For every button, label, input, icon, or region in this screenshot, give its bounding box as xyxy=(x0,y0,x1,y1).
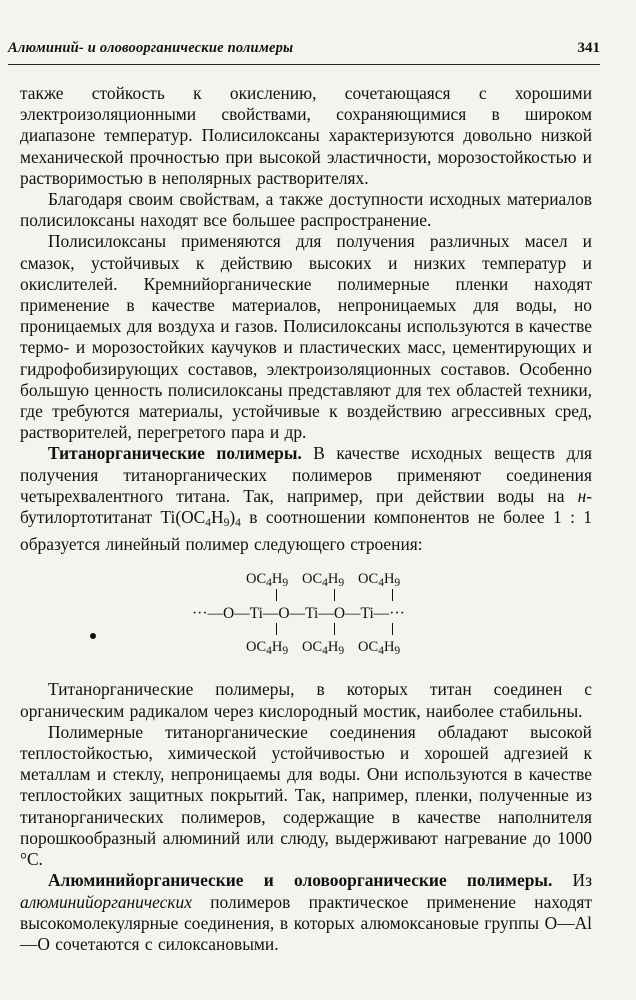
bond-line xyxy=(334,623,335,635)
paragraph-4-text-e: в соотношении компонентов не более 1 : 1 образуется линейный полимер следующего строения: xyxy=(20,507,592,555)
formula-group: $OC_4H_9$ xyxy=(358,571,401,590)
formula-bottom-groups xyxy=(246,637,636,662)
formula-group: $OC_4H_9$ xyxy=(246,639,289,658)
paragraph-7-italic: алюминийорганических xyxy=(20,891,192,912)
paragraph-1: также стойкость к окислению, сочетающаяся с хорошими электроизоляционными свойствами, сохраняющимися в широком диапазоне температур. Полисилоксаны характеризуются довольно низкой механической прочностью при высокой эластичности, морозостойкостью и растворимостью в неполярных растворителях. xyxy=(20,83,592,188)
paragraph-3: Полисилоксаны применяются для получения различных масел и смазок, устойчивых к действию высоких и низких температур и окислителей. Кремнийорганические полимерные пленки находят применение в качестве материалов, непроницаемых для воды, но проницаемых для воздуха и газов. Полисилоксаны используются в качестве термо- и морозостойких каучуков и пластических масс, цементирующих и гидрофобизирующих составов, электроизоляционных составов. Особенно большую ценность полисилоксаны представляют для тех областей техники, где требуются материалы, устойчивые к воздействию агрессивных сред, растворителей, перегретого пара и др. xyxy=(20,231,592,443)
bond-line xyxy=(276,589,277,601)
paragraph-5: Титанорганические полимеры, в которых титан соединен с органическим радикалом через кислородный мостик, наиболее стабильны. xyxy=(20,679,592,721)
subscript: 4 xyxy=(235,517,241,530)
section-heading-titanium: Титанорганические полимеры. xyxy=(48,443,302,464)
bond-line xyxy=(334,589,335,601)
paragraph-6: Полимерные титанорганические соединения обладают высокой теплостойкостью, химической устойчивостью и хорошей адгезией к металлам и стеклу, непроницаемы для воды. Они используются в качестве теплостойких защитных покрытий. Так, например, пленки, полученные из титанорганических полимеров, содержащие в качестве наполнителя порошкообразный алюминий или слюду, выдерживают нагревание до 1000 °С. xyxy=(20,721,592,870)
formula-group: $OC_4H_9$ xyxy=(246,571,289,590)
ink-dot-mark xyxy=(90,633,96,639)
paragraph-7-text-a: Из xyxy=(552,870,592,891)
bond-line xyxy=(276,623,277,635)
paragraph-7-text-b: полимеров практическое применение находят высокомолекулярные соединения, в которых алюмоксановые группы O—Al—O сочетаются с силоксановыми. xyxy=(20,891,592,954)
running-head: Алюминий- и оловоорганические полимеры xyxy=(8,40,294,56)
paragraph-4-text-a: В качестве исходных веществ для получения титанорганических полимеров применяют соединения четырехвалентного титана. Так, например, при действии воды на xyxy=(20,443,592,506)
paragraph-4-n: н xyxy=(577,485,587,506)
paragraph-4-text-b: -бутилортотитанат Ti(OC xyxy=(20,485,592,528)
bond-line xyxy=(392,589,393,601)
paragraph-4 xyxy=(20,443,592,555)
formula-group: $OC_4H_9$ xyxy=(302,571,345,590)
bond-line xyxy=(392,623,393,635)
formula-group: $OC_4H_9$ xyxy=(302,639,345,658)
formula-chain: ···—O—Ti—O—Ti—O—Ti—··· xyxy=(192,605,405,623)
paragraph-4-text-d: ) xyxy=(229,507,236,528)
paragraph-2: Благодаря своим свойствам, а также доступности исходных материалов полисилоксаны находят все большее распространение. xyxy=(20,189,592,231)
body-text xyxy=(20,83,592,955)
polymer-structure-formula xyxy=(20,559,592,671)
section-heading-aluminum-tin: Алюминийорганические и оловоорганические полимеры. xyxy=(48,870,553,891)
subscript: 4 xyxy=(205,517,212,530)
page-number: 341 xyxy=(577,40,600,56)
formula-top-groups xyxy=(246,569,636,594)
page-header xyxy=(8,38,600,65)
formula-group: $OC_4H_9$ xyxy=(358,639,401,658)
subscript: 9 xyxy=(223,517,230,530)
paragraph-4-text-c: H xyxy=(211,507,224,528)
paragraph-7 xyxy=(20,870,592,955)
